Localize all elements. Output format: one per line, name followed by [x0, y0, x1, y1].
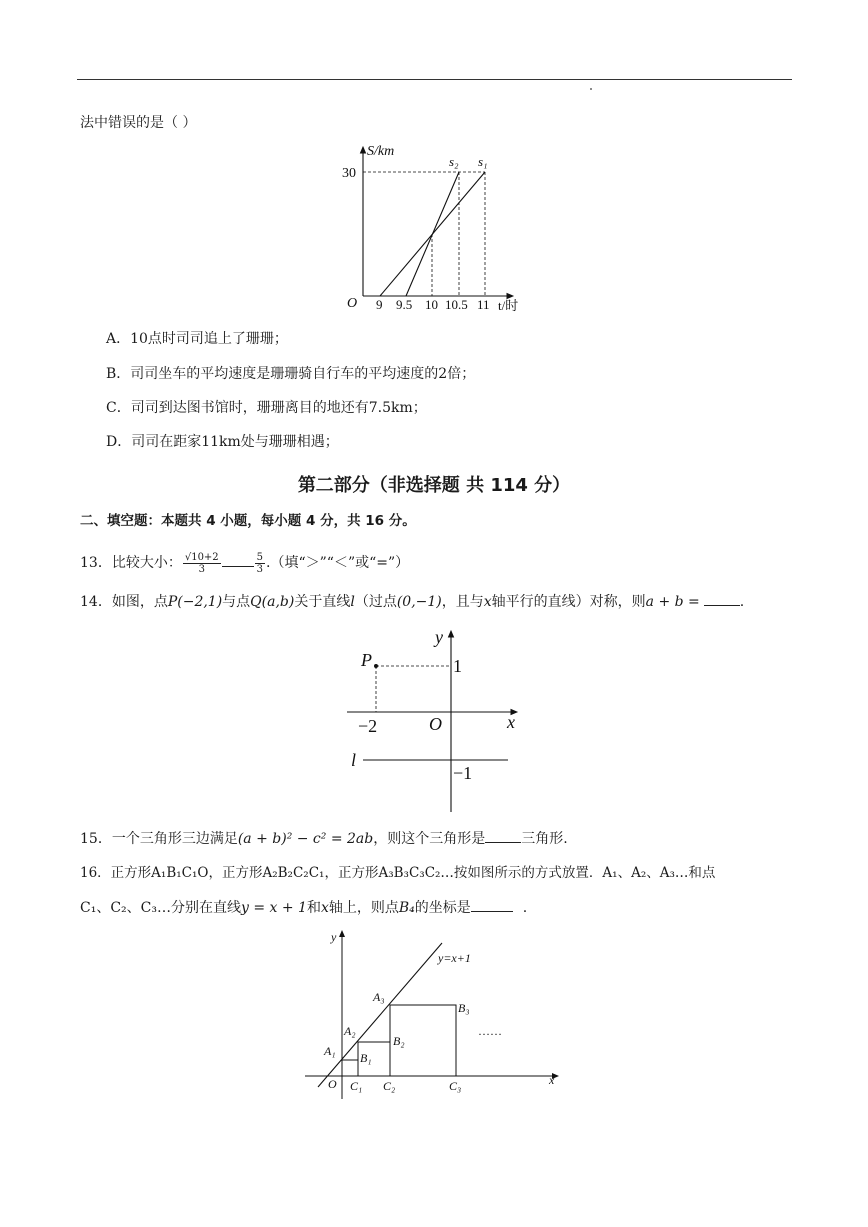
- x-tick-11: 11: [477, 297, 490, 312]
- question-15: [80, 830, 568, 848]
- y-tick-30: 30: [342, 166, 356, 181]
- header-rule: [77, 79, 792, 80]
- line-y-x-plus-1: [318, 943, 442, 1087]
- x-tick-9-5: 9.5: [396, 297, 413, 312]
- question-13: [80, 551, 409, 575]
- label-a1: A₁: [324, 1044, 336, 1058]
- label-b2: B₂: [393, 1034, 405, 1048]
- fraction-2-denominator: 3: [256, 563, 264, 575]
- label-l: l: [351, 750, 357, 770]
- question-14: [80, 593, 744, 611]
- sum-math: a + b =: [645, 594, 700, 610]
- q13-prefix: 13．比较大小：: [80, 555, 182, 571]
- line-l-math: l: [350, 594, 355, 610]
- line-equation: y = x + 1: [240, 900, 307, 916]
- label-neg-two: −2: [358, 716, 378, 736]
- q14-text: ，且与: [441, 594, 484, 610]
- x-tick-10: 10: [425, 297, 438, 312]
- q15-text: 15．一个三角形三边满足: [80, 831, 238, 847]
- q16-text: 轴上，则点: [328, 900, 399, 916]
- q15-text: 三角形.: [521, 831, 568, 847]
- answer-blank-13[interactable]: [222, 566, 254, 567]
- label-c2: C₂: [383, 1079, 396, 1093]
- label-c3: C₃: [449, 1079, 462, 1093]
- label-p: P: [361, 650, 372, 670]
- y-axis-label: S/km: [367, 144, 395, 159]
- x-axis-label: t/时: [498, 298, 519, 313]
- label-y: y: [331, 930, 337, 944]
- question-16-line-1: 16．正方形A₁B₁C₁O，正方形A₂B₂C₂C₁，正方形A₃B₃C₃C₂…按如图所示的方式放置．A₁、A₂、A₃…和点: [80, 865, 716, 881]
- answer-blank-14[interactable]: [704, 605, 740, 606]
- q16-text: C₁、C₂、C₃…分别在直线: [80, 900, 241, 916]
- x-tick-10-5: 10.5: [445, 297, 468, 312]
- q15-math: (a + b)² − c² = 2ab: [237, 831, 374, 847]
- header-dot: [590, 88, 592, 90]
- point-q-math: Q(a,b): [250, 594, 295, 610]
- label-line: y=x+1: [438, 951, 471, 965]
- label-s1: s₁: [478, 154, 488, 169]
- q16-text: 的坐标是: [414, 900, 471, 916]
- q14-text: 14．如图，点: [80, 594, 168, 610]
- x-math: x: [483, 594, 492, 610]
- label-c1: C₁: [350, 1079, 363, 1093]
- coordinate-graph-p: [345, 625, 530, 815]
- section-title: 第二部分（非选择题 共 114 分）: [297, 475, 571, 496]
- q14-text: 与点: [222, 594, 251, 610]
- label-b3: B₃: [458, 1001, 470, 1015]
- option-d: D．司司在距家11km处与珊珊相遇；: [106, 434, 339, 450]
- fraction-2-numerator: 5: [256, 551, 264, 563]
- q13-suffix: .（填“＞”“＜”或“=”）: [266, 555, 410, 571]
- fraction-2: [255, 552, 265, 575]
- answer-blank-15[interactable]: [485, 842, 521, 843]
- squares-graph: [300, 925, 565, 1100]
- label-s2: s₂: [449, 154, 459, 169]
- question-16-line-2: [80, 899, 527, 917]
- continuation-dots: ……: [478, 1024, 502, 1038]
- label-a2: A₂: [344, 1024, 356, 1038]
- point-p: [374, 664, 378, 668]
- q16-text: 和: [306, 900, 321, 916]
- label-o: O: [429, 714, 442, 734]
- q14-text: 轴平行的直线）对称，则: [491, 594, 646, 610]
- origin-label: O: [347, 296, 358, 311]
- fraction-1-denominator: 3: [198, 563, 205, 575]
- option-a: A．10点时司司追上了珊珊；: [106, 331, 288, 347]
- point-math: (0,−1): [396, 594, 442, 610]
- label-y: y: [435, 627, 443, 647]
- label-a3: A₃: [373, 990, 385, 1004]
- label-o: O: [328, 1077, 337, 1091]
- point-p-math: P(−2,1): [167, 594, 223, 610]
- fraction-1-numerator: √10+2: [184, 551, 219, 563]
- q14-text: （过点: [354, 594, 397, 610]
- label-neg-one: −1: [453, 763, 473, 783]
- answer-blank-16[interactable]: [471, 911, 513, 912]
- x-math: x: [320, 900, 329, 916]
- question-intro: 法中错误的是（ ）: [80, 115, 197, 131]
- square-1: [342, 1060, 358, 1076]
- q15-text: ，则这个三角形是: [373, 831, 486, 847]
- label-b1: B₁: [360, 1051, 372, 1065]
- q14-text: 关于直线: [294, 594, 351, 610]
- fill-in-header: 二、填空题：本题共 4 小题，每小题 4 分，共 16 分。: [80, 513, 416, 529]
- line-s2: [406, 172, 459, 296]
- x-tick-9: 9: [376, 297, 383, 312]
- b4-math: B₄: [398, 900, 415, 916]
- fraction-1: [183, 552, 221, 575]
- q16-end: .: [522, 900, 528, 916]
- distance-time-graph: [330, 135, 530, 315]
- label-one: 1: [453, 656, 462, 676]
- option-c: C．司司到达图书馆时，珊珊离目的地还有7.5km；: [106, 400, 427, 416]
- option-b: B．司司坐车的平均速度是珊珊骑自行车的平均速度的2倍；: [106, 366, 476, 382]
- label-x: x: [549, 1073, 555, 1087]
- label-x: x: [507, 712, 515, 732]
- q14-end: .: [739, 594, 745, 610]
